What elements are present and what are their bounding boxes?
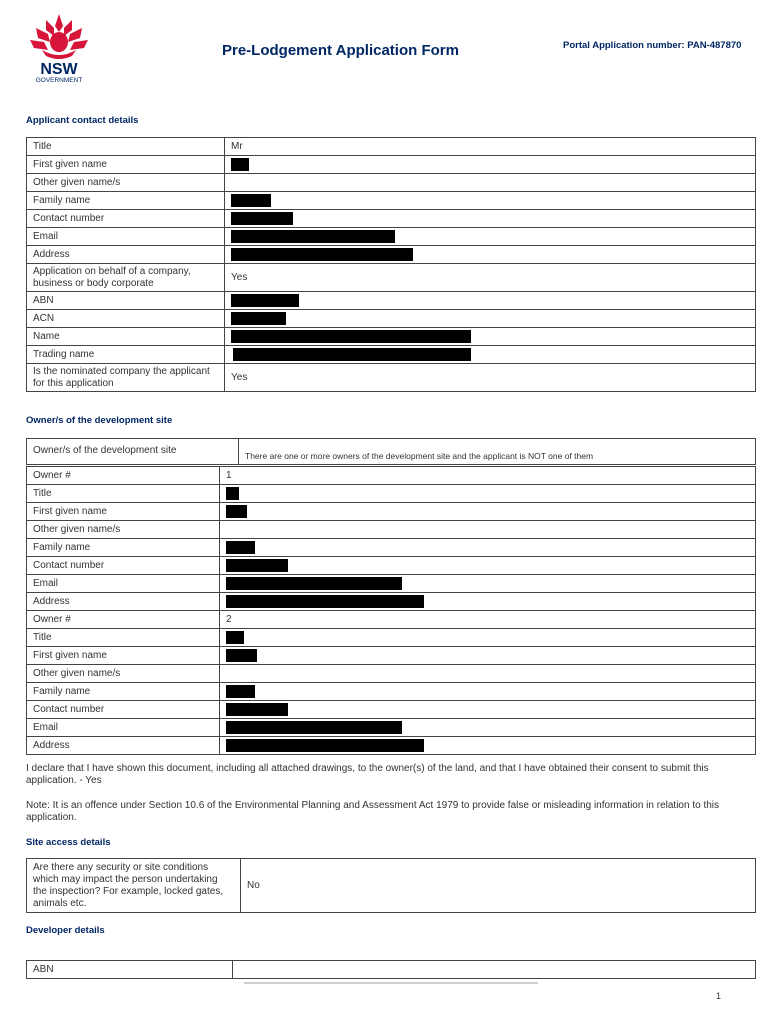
table-row <box>27 683 756 701</box>
site-access-section-heading: Site access details <box>26 837 111 848</box>
field-value <box>225 228 756 246</box>
field-value: No <box>241 859 756 913</box>
field-label: Contact number <box>27 701 220 719</box>
table-row <box>27 156 756 174</box>
owner-1-table <box>26 466 756 611</box>
field-label: Owner # <box>27 611 220 629</box>
redaction-bar <box>226 577 402 590</box>
table-row <box>27 961 756 979</box>
field-value <box>220 575 756 593</box>
field-value <box>225 192 756 210</box>
table-row <box>27 292 756 310</box>
table-row <box>27 228 756 246</box>
field-value: Yes <box>225 264 756 292</box>
field-label: Address <box>27 246 225 264</box>
field-label: Owner/s of the development site <box>27 439 239 465</box>
field-label: Name <box>27 328 225 346</box>
redaction-bar <box>231 212 293 225</box>
table-row <box>27 246 756 264</box>
table-row <box>27 629 756 647</box>
field-label: Is the nominated company the applicant for this application <box>27 364 225 392</box>
field-value <box>220 737 756 755</box>
field-value <box>220 557 756 575</box>
field-value <box>220 503 756 521</box>
field-label: Application on behalf of a company, business or body corporate <box>27 264 225 292</box>
redaction-bar <box>231 248 413 261</box>
redaction-bar <box>226 721 402 734</box>
page-number: 1 <box>716 991 722 1001</box>
field-label: Email <box>27 719 220 737</box>
owners-summary-table <box>26 438 756 465</box>
redaction-bar <box>226 595 424 608</box>
field-value: There are one or more owners of the development site and the applicant is NOT one of them <box>239 439 756 465</box>
form-title: Pre-Lodgement Application Form <box>222 42 459 59</box>
table-row <box>27 138 756 156</box>
field-value: 2 <box>220 611 756 629</box>
field-label: ACN <box>27 310 225 328</box>
table-row <box>27 174 756 192</box>
field-value <box>225 310 756 328</box>
field-value <box>220 719 756 737</box>
redaction-bar <box>231 158 249 171</box>
applicant-section-heading: Applicant contact details <box>26 115 139 126</box>
field-label: First given name <box>27 647 220 665</box>
field-label: Title <box>27 138 225 156</box>
field-value <box>220 683 756 701</box>
field-label: First given name <box>27 503 220 521</box>
field-label: Title <box>27 629 220 647</box>
redaction-bar <box>226 487 239 500</box>
redaction-bar <box>231 294 299 307</box>
developer-section-heading: Developer details <box>26 925 105 936</box>
table-row <box>27 485 756 503</box>
table-row <box>27 701 756 719</box>
table-row <box>27 192 756 210</box>
field-label: Family name <box>27 192 225 210</box>
field-label: Other given name/s <box>27 665 220 683</box>
table-row <box>27 859 756 913</box>
owner-2-table <box>26 610 756 755</box>
field-label: Family name <box>27 539 220 557</box>
field-value <box>220 521 756 539</box>
table-row <box>27 310 756 328</box>
field-label: ABN <box>27 292 225 310</box>
field-label: Contact number <box>27 210 225 228</box>
field-value <box>220 629 756 647</box>
applicant-table <box>26 137 756 392</box>
field-value <box>225 346 756 364</box>
redaction-bar <box>231 194 271 207</box>
table-row <box>27 521 756 539</box>
table-row <box>27 539 756 557</box>
field-value <box>225 156 756 174</box>
field-value <box>225 210 756 228</box>
portal-application-number: Portal Application number: PAN-487870 <box>563 40 742 51</box>
developer-table <box>26 960 756 979</box>
redaction-bar <box>231 230 395 243</box>
table-row <box>27 264 756 292</box>
table-row <box>27 364 756 392</box>
field-value <box>225 328 756 346</box>
site-access-table <box>26 858 756 913</box>
table-row <box>27 210 756 228</box>
table-row <box>27 575 756 593</box>
table-row <box>27 647 756 665</box>
redaction-bar <box>226 559 288 572</box>
field-label: Contact number <box>27 557 220 575</box>
table-row <box>27 593 756 611</box>
divider <box>244 982 538 984</box>
redaction-bar <box>233 348 471 361</box>
redaction-bar <box>226 505 247 518</box>
field-value <box>220 647 756 665</box>
table-row <box>27 737 756 755</box>
field-label: Owner # <box>27 467 220 485</box>
table-row <box>27 665 756 683</box>
field-label: Other given name/s <box>27 174 225 192</box>
field-label: First given name <box>27 156 225 174</box>
field-label: Address <box>27 593 220 611</box>
field-value <box>220 539 756 557</box>
field-value <box>220 485 756 503</box>
field-value <box>225 246 756 264</box>
field-label: Trading name <box>27 346 225 364</box>
redaction-bar <box>226 739 424 752</box>
redaction-bar <box>226 541 255 554</box>
field-value: Yes <box>225 364 756 392</box>
field-label: Title <box>27 485 220 503</box>
field-value <box>220 665 756 683</box>
redaction-bar <box>226 685 255 698</box>
field-value <box>225 174 756 192</box>
owner-consent-declaration: I declare that I have shown this document, including all attached drawings, to the owner(s) of the land, and that I have obtained their consent to submit this application. - Yes <box>26 763 709 786</box>
field-label: ABN <box>27 961 233 979</box>
field-label: Email <box>27 228 225 246</box>
field-value <box>233 961 756 979</box>
redaction-bar <box>231 330 471 343</box>
field-label: Address <box>27 737 220 755</box>
table-row <box>27 346 756 364</box>
table-row <box>27 328 756 346</box>
field-value <box>225 292 756 310</box>
field-label: Email <box>27 575 220 593</box>
redaction-bar <box>226 649 257 662</box>
field-label: Are there any security or site conditions which may impact the person undertaking the inspection? For example, locked gates, animals etc. <box>27 859 241 913</box>
field-value <box>220 593 756 611</box>
table-row <box>27 503 756 521</box>
table-row <box>27 557 756 575</box>
field-value: 1 <box>220 467 756 485</box>
svg-text:GOVERNMENT: GOVERNMENT <box>35 77 83 84</box>
table-row <box>27 611 756 629</box>
field-value <box>220 701 756 719</box>
field-label: Other given name/s <box>27 521 220 539</box>
redaction-bar <box>231 312 286 325</box>
offence-note: Note: It is an offence under Section 10.6 of the Environmental Planning and Assessment Act 1979 to provide false or misleading information in relation to this application. <box>26 800 720 823</box>
table-row <box>27 467 756 485</box>
redaction-bar <box>226 703 288 716</box>
owners-section-heading: Owner/s of the development site <box>26 415 173 426</box>
redaction-bar <box>226 631 244 644</box>
svg-text:NSW: NSW <box>40 61 78 78</box>
table-row <box>27 719 756 737</box>
waratah-icon <box>24 12 94 84</box>
field-label: Family name <box>27 683 220 701</box>
nsw-government-logo <box>24 12 94 84</box>
table-row <box>27 439 756 465</box>
field-value: Mr <box>225 138 756 156</box>
